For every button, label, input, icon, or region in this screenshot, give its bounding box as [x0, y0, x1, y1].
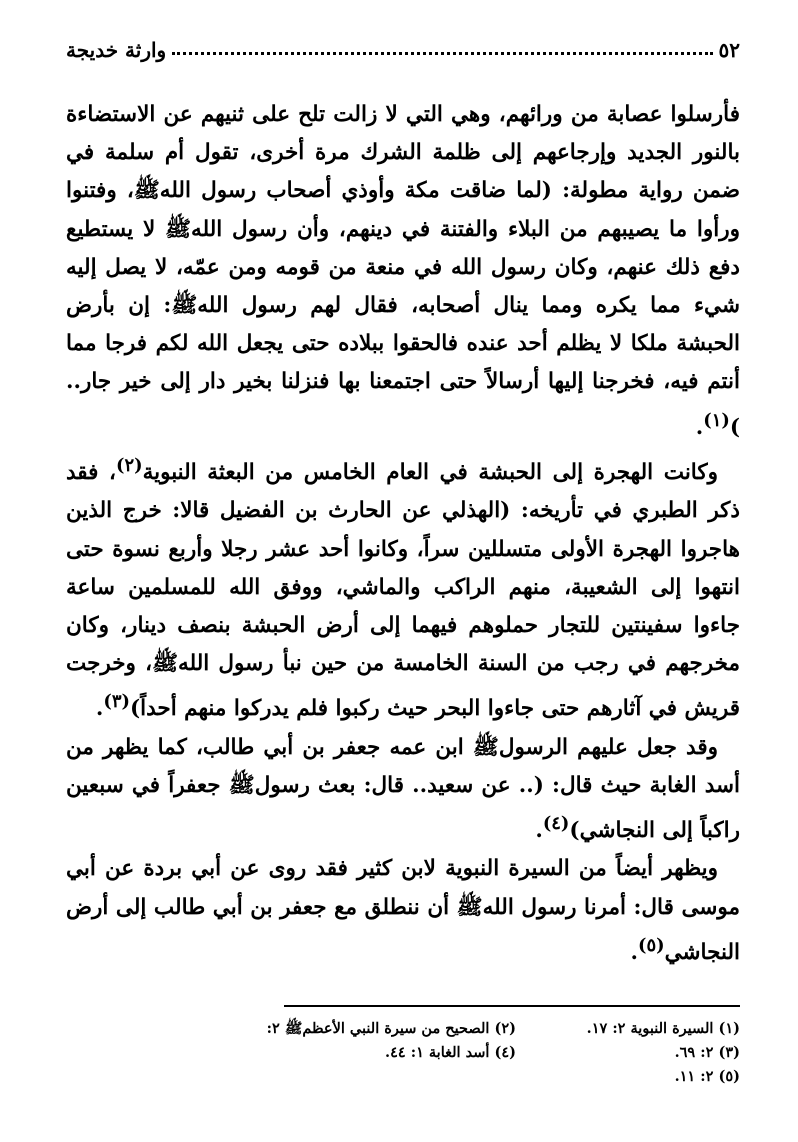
- footnote-ref-5: (٥): [638, 934, 665, 956]
- footnote-row: [100, 1041, 740, 1065]
- header-leader-dots: [172, 52, 712, 55]
- footnote-1: (١) السيرة النبوية ٢: ١٧.: [586, 1020, 740, 1037]
- running-header: [66, 28, 740, 62]
- footnote-ref-1: (١): [703, 409, 730, 431]
- footnote-row: [100, 1017, 740, 1041]
- footnotes: [100, 1017, 740, 1089]
- book-title: وارثة خديجة: [66, 38, 167, 62]
- footnote-ref-3: (٣): [103, 691, 130, 713]
- footnote-3: (٣) ٢: ٦٩.: [674, 1044, 740, 1061]
- paragraph-2-text-b: ، فقد ذكر الطبري في تأريخه: (الهذلي عن الحارث بن الفضيل قالا: خرج الذين هاجروا الهجرة الأولى متسللين سراً، وكانوا أحد عشر رجلا وأربع نسوة حتى انتهوا إلى الشعيبة، منهم الراكب والماشي، ووفق الله للمسلمين ساعة جاءوا سفينتين للتجار حملوهم فيهما إلى أرض الحبشة بنصف دينار، وكان مخرجهم في رجب من السنة الخامسة من حين نبأ رسول اللهﷺ، وخرجت قريش في آثارهم حتى جاءوا البحر حيث ركبوا فلم يدركوا منهم أحداً): [66, 460, 740, 722]
- footnote-row: [100, 1065, 740, 1089]
- footnote-2: (٢) الصحيح من سيرة النبي الأعظمﷺ ٢:: [266, 1020, 516, 1037]
- footnote-4: (٤) أسد الغابة ١: ٤٤.: [385, 1044, 516, 1061]
- paragraph-1-text: فأرسلوا عصابة من ورائهم، وهي التي لا زالت تلح على ثنيهم عن الاستضاءة بالنور الجديد وإرجاعهم إلى ظلمة الشرك مرة أخرى، تقول أم سلمة في ضمن رواية مطولة: (لما ضاقت مكة وأوذي أصحاب رسول اللهﷺ، وفتنوا ورأوا ما يصيبهم من البلاء والفتنة في دينهم، وأن رسول اللهﷺ لا يستطيع دفع ذلك عنهم، وكان رسول الله في منعة من قومه ومن عمّه، لا يصل إليه شيء مما يكره ومما ينال أصحابه، فقال لهم رسول اللهﷺ: إن بأرض الحبشة ملكا لا يظلم أحد عنده فالحقوا ببلاده حتى يجعل الله لكم فرجا مما أنتم فيه، فخرجنا إليها أرسالاً حتى اجتمعنا بها فنزلنا بخير دار إلى خير جار.. ): [66, 102, 740, 440]
- paragraph-4-text: ويظهر أيضاً من السيرة النبوية لابن كثير فقد روى عن أبي بردة عن أبي موسى قال: أمرنا رسول اللهﷺ أن ننطلق مع جعفر بن أبي طالب إلى أرض النجاشي: [66, 856, 740, 966]
- footnote-5: (٥) ٢: ١١.: [674, 1068, 740, 1085]
- paragraph-2: وكانت الهجرة إلى الحبشة في العام الخامس من البعثة النبوية$^{(٢)}$، فقد ذكر الطبري في تأريخه: (الهذلي عن الحارث بن الفضيل قالا: خرج الذين هاجروا الهجرة الأولى متسللين سراً، وكانوا أحد عشر رجلا وأربع نسوة حتى انتهوا إلى الشعيبة، منهم الراكب والماشي، ووفق الله للمسلمين ساعة جاءوا سفينتين للتجار حملوهم فيهما إلى أرض الحبشة بنصف دينار، وكان مخرجهم في رجب من السنة الخامسة من حين نبأ رسول اللهﷺ، وخرجت قريش في آثارهم حتى جاءوا البحر حيث ركبوا فلم يدركوا منهم أحداً)$^{(٣)}$.: [66, 454, 740, 722]
- page-number: ٥٢: [718, 38, 740, 62]
- paragraph-3: وقد جعل عليهم الرسولﷺ ابن عمه جعفر بن أبي طالب، كما يظهر من أسد الغابة حيث قال: (.. عن سعيد.. قال: بعث رسولﷺ جعفراً في سبعين راكباً إلى النجاشي)$^{(٤)}$.: [66, 734, 740, 844]
- footnote-ref-2: (٢): [115, 454, 143, 476]
- paragraph-1: فأرسلوا عصابة من ورائهم، وهي التي لا زالت تلح على ثنيهم عن الاستضاءة بالنور الجديد وإرجاعهم إلى ظلمة الشرك مرة أخرى، تقول أم سلمة في ضمن رواية مطولة: (لما ضاقت مكة وأوذي أصحاب رسول اللهﷺ، وفتنوا ورأوا ما يصيبهم من البلاء والفتنة في دينهم، وأن رسول اللهﷺ لا يستطيع دفع ذلك عنهم، وكان رسول الله في منعة من قومه ومن عمّه، لا يصل إليه شيء مما يكره ومما ينال أصحابه، فقال لهم رسول اللهﷺ: إن بأرض الحبشة ملكا لا يظلم أحد عنده فالحقوا ببلاده حتى يجعل الله لكم فرجا مما أنتم فيه، فخرجنا إليها أرسالاً حتى اجتمعنا بها فنزلنا بخير دار إلى خير جار.. )$^{(١)}$.: [66, 102, 740, 440]
- footnote-ref-4: (٤): [542, 813, 570, 835]
- paragraph-3-text: وقد جعل عليهم الرسولﷺ ابن عمه جعفر بن أبي طالب، كما يظهر من أسد الغابة حيث قال: (.. عن سعيد.. قال: بعث رسولﷺ جعفراً في سبعين راكباً إلى النجاشي): [66, 734, 740, 844]
- paragraph-4: ويظهر أيضاً من السيرة النبوية لابن كثير فقد روى عن أبي بردة عن أبي موسى قال: أمرنا رسول اللهﷺ أن ننطلق مع جعفر بن أبي طالب إلى أرض النجاشي$^{(٥)}$.: [66, 856, 740, 966]
- footnote-separator: [284, 1005, 740, 1007]
- paragraph-2-text-a: وكانت الهجرة إلى الحبشة في العام الخامس من البعثة النبوية: [142, 460, 718, 486]
- main-text: [66, 96, 740, 972]
